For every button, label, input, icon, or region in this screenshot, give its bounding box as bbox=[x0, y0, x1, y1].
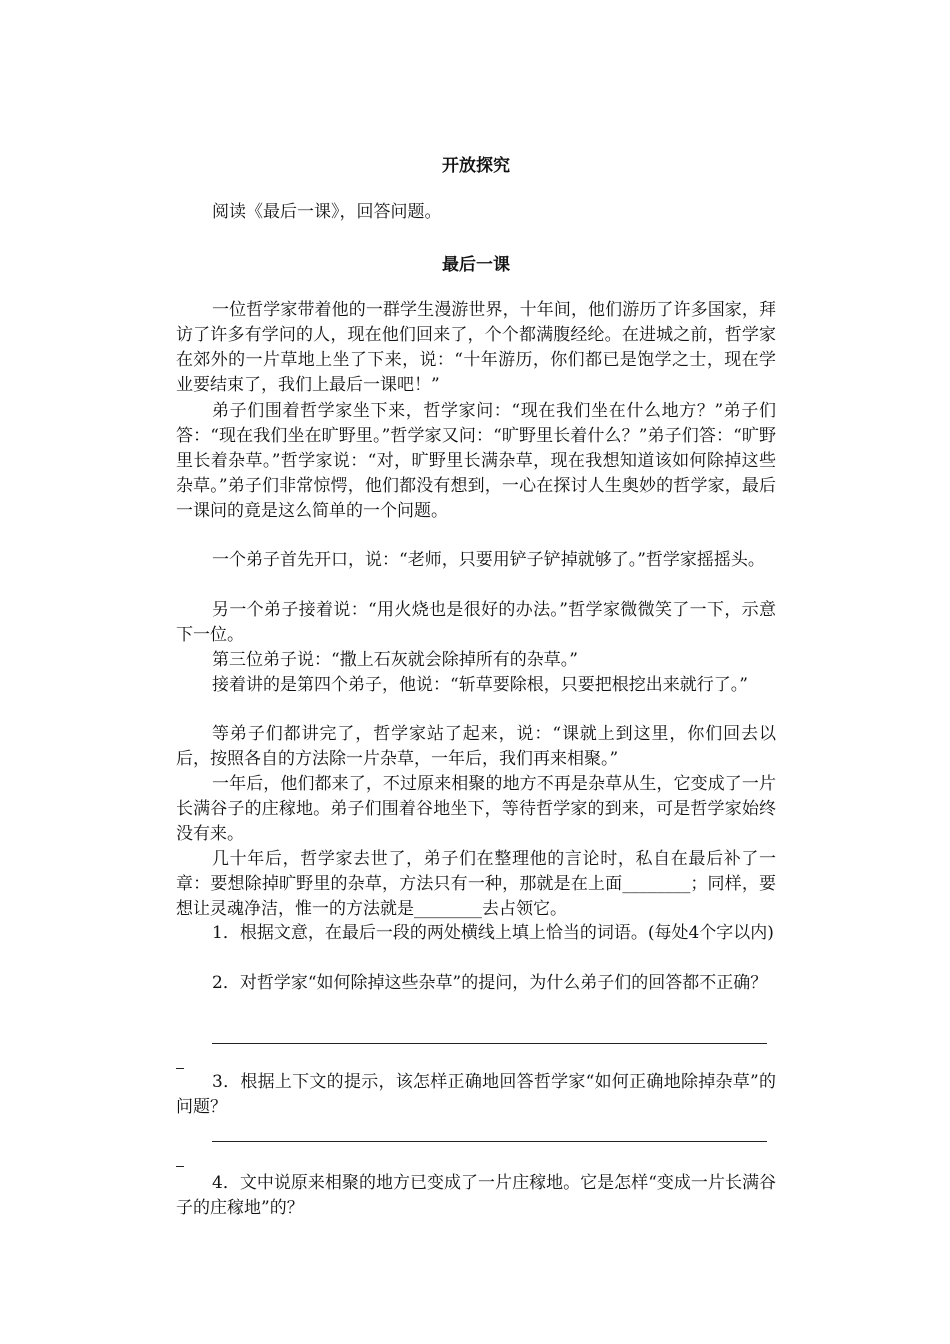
story-paragraph-9: 几十年后，哲学家去世了，弟子们在整理他的言论时，私自在最后补了一章：要想除掉旷野里的杂草，方法只有一种，那就是在上面________；同样，要想让灵魂净洁，惟一的方法就是________去占领它。 bbox=[176, 849, 776, 919]
answer-line-3-end bbox=[176, 1166, 184, 1167]
story-paragraph-4: 另一个弟子接着说：“用火烧也是很好的办法。”哲学家微微笑了一下，示意下一位。 bbox=[176, 600, 776, 645]
story-paragraph-2: 弟子们围着哲学家坐下来，哲学家问：“现在我们坐在什么地方？”弟子们答：“现在我们坐在旷野里。”哲学家又问：“旷野里长着什么？”弟子们答：“旷野里长着杂草。”哲学家说：“对，旷野里长满杂草，现在我想知道该如何除掉这些杂草。”弟子们非常惊愕，他们都没有想到，一心在探讨人生奥妙的哲学家，最后一课问的竟是这么简单的一个问题。 bbox=[176, 401, 776, 521]
question-4: 4．文中说原来相聚的地方已变成了一片庄稼地。它是怎样“变成一片长满谷子的庄稼地”的？ bbox=[176, 1173, 776, 1218]
answer-line-2-end bbox=[176, 1068, 184, 1069]
answer-line-3[interactable] bbox=[212, 1141, 767, 1142]
story-paragraph-8: 一年后，他们都来了，不过原来相聚的地方不再是杂草从生，它变成了一片长满谷子的庄稼地。弟子们围着谷地坐下，等待哲学家的到来，可是哲学家始终没有来。 bbox=[176, 774, 776, 844]
story-paragraph-6: 接着讲的是第四个弟子，他说：“斩草要除根，只要把根挖出来就行了。” bbox=[212, 675, 748, 695]
story-title: 最后一课 bbox=[442, 255, 510, 275]
answer-line-2[interactable] bbox=[212, 1043, 767, 1044]
story-paragraph-1: 一位哲学家带着他的一群学生漫游世界，十年间，他们游历了许多国家，拜访了许多有学问的人，现在他们回来了，个个都满腹经纶。在进城之前，哲学家在郊外的一片草地上坐了下来，说：“十年游历，你们都已是饱学之士，现在学业要结束了，我们上最后一课吧！” bbox=[176, 300, 776, 395]
story-paragraph-7: 等弟子们都讲完了，哲学家站了起来，说：“课就上到这里，你们回去以后，按照各自的方法除一片杂草，一年后，我们再来相聚。” bbox=[176, 724, 776, 769]
question-3: 3．根据上下文的提示，该怎样正确地回答哲学家“如何正确地除掉杂草”的问题？ bbox=[176, 1072, 776, 1117]
question-2: 2．对哲学家“如何除掉这些杂草”的提问，为什么弟子们的回答都不正确？ bbox=[212, 973, 768, 993]
intro-text: 阅读《最后一课》，回答问题。 bbox=[212, 202, 442, 222]
story-paragraph-3: 一个弟子首先开口，说：“老师，只要用铲子铲掉就够了。”哲学家摇摇头。 bbox=[212, 550, 765, 570]
section-heading: 开放探究 bbox=[442, 156, 510, 176]
question-1: 1．根据文意，在最后一段的两处横线上填上恰当的词语。(每处4个字以内) bbox=[212, 923, 774, 943]
story-paragraph-5: 第三位弟子说：“撒上石灰就会除掉所有的杂草。” bbox=[212, 650, 578, 670]
